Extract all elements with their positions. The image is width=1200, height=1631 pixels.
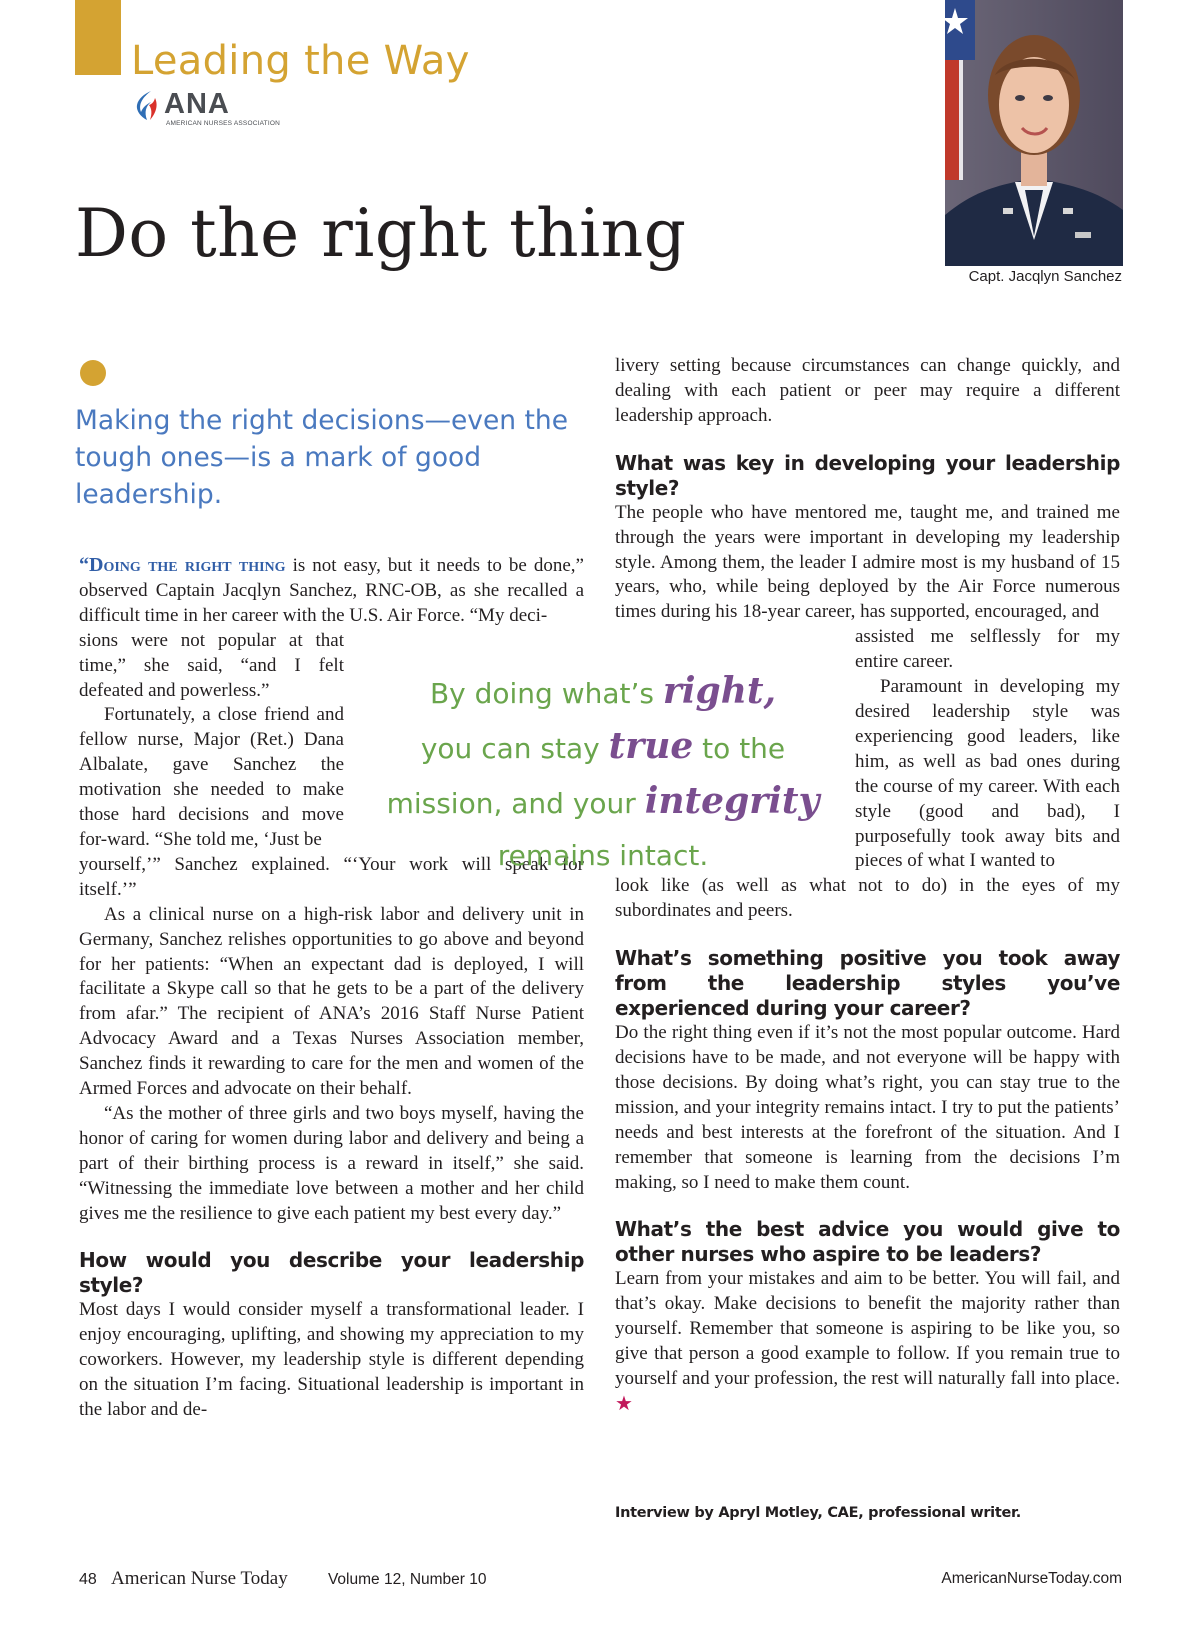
footer-left	[79, 1568, 487, 1590]
pull-quote-line-3	[378, 775, 828, 830]
answer-2: The people who have mentored me, taught me, and trained me through the years were important in developing my leadership style. Among them, the leader I admire most is my husband of 15 years, who, while being deployed by the Air Force numerous times during his 18-year career, has supported, encouraged, and	[615, 501, 1120, 623]
article-lede: Making the right decisions—even the tough ones—is a mark of good leadership.	[75, 405, 568, 510]
question-4: What’s the best advice you would give to other nurses who aspire to be leaders?	[615, 1217, 1120, 1267]
pull-quote-text: you can stay	[420, 732, 609, 765]
ana-logo-text: ANA	[164, 88, 230, 120]
pull-quote	[378, 665, 828, 882]
ana-flame-icon	[135, 90, 159, 122]
intro-text: is not easy, but it needs to be done,” observed Captain Jacqlyn Sanchez, RNC-OB, as she recalled a difficult time in her career with the U.S. Air Force. “My deci-	[79, 555, 584, 626]
gold-dot	[80, 360, 106, 386]
answer-2-b: assisted me selflessly for my entire career.	[855, 626, 1120, 673]
pull-quote-word-true: true	[608, 725, 694, 767]
question-3: What’s something positive you took away from the leadership styles you’ve experienced during your career?	[615, 946, 1120, 1021]
pull-quote-line-4: remains intact.	[497, 839, 709, 872]
accent-bar	[75, 0, 121, 75]
question-2: What was key in developing your leadership style?	[615, 450, 1120, 500]
intro-continued: sions were not popular at that time,” she said, “and I felt defeated and powerless.”	[79, 629, 344, 701]
paragraph-2-end: yourself,’” Sanchez explained. “‘Your work will speak for itself.’”	[79, 853, 584, 900]
volume-info: Volume 12, Number 10	[327, 1571, 487, 1588]
answer-1: Most days I would consider myself a transformational leader. I enjoy encouraging, uplifting, and showing my appreciation to my coworkers. However, my leadership style is different depending on the situation I’m facing. Situational leadership is important in the labor and de-	[79, 1299, 584, 1421]
answer-4-text: Learn from your mistakes and aim to be better. You will fail, and that’s okay. Make decisions to benefit the majority rather than yourself. Remember that someone is aspiring to be like you, so give that person a good example to follow. If you remain true to yourself and your profession, the rest will naturally fall into place.	[615, 1268, 1120, 1390]
series-title: Leading the Way	[131, 38, 470, 84]
ana-logo	[135, 88, 295, 130]
pull-quote-text: By doing what’s	[429, 677, 663, 710]
pull-quote-text: mission, and your	[386, 787, 645, 820]
pull-quote-word-right: right,	[662, 670, 777, 712]
interview-credit: Interview by Apryl Motley, CAE, professional writer.	[615, 1505, 1021, 1521]
article-title: Do the right thing	[75, 195, 687, 272]
answer-1-continued: livery setting because circumstances can change quickly, and dealing with each patient or peer may require a different leadership approach.	[615, 355, 1120, 426]
paragraph-2: Fortunately, a close friend and fellow nurse, Major (Ret.) Dana Albalate, gave Sanchez the motivation she needed to make those hard decisions and move for-ward. “She told me, ‘Just be	[79, 704, 344, 850]
paragraph-4: “As the mother of three girls and two boys myself, having the honor of caring for women during labor and delivery and being a part of their birthing process is a reward in itself,” she said. “Witnessing the immediate love between a mother and her child gives me the resilience to give each patient my best every day.”	[79, 1102, 584, 1224]
website-link[interactable]: AmericanNurseToday.com	[941, 1570, 1122, 1587]
lead-in: “Doing the right thing	[79, 554, 286, 576]
pull-quote-line-2	[378, 720, 828, 775]
answer-4	[615, 1267, 1120, 1417]
end-star-icon: ★	[615, 1393, 633, 1415]
pull-quote-text: to the	[693, 732, 786, 765]
page-number: 48	[79, 1571, 97, 1588]
paragraph-3: As a clinical nurse on a high-risk labor and delivery unit in Germany, Sanchez relishes opportunities to go above and beyond for her patients: “When an expectant dad is deployed, I will facilitate a Skype call so that he gets to be a part of the delivery from afar.” The recipient of ANA’s 2016 Staff Nurse Patient Advocacy Award and a Texas Nurses Association member, Sanchez finds it rewarding to care for the men and women of the Armed Forces and advocate on their behalf.	[79, 903, 584, 1100]
pull-quote-word-integrity: integrity	[644, 780, 820, 822]
intro-paragraph	[79, 553, 584, 629]
portrait-photo	[945, 0, 1123, 266]
answer-3: Do the right thing even if it’s not the most popular outcome. Hard decisions have to be made, and not everyone will be happy with those decisions. By doing what’s right, you can stay true to the mission, and your integrity remains intact. I try to put the patients’ needs and best interests at the forefront of the situation. And I remember that someone is learning from the decisions I’m making, so I need to make them count.	[615, 1022, 1120, 1193]
answer-2-d: look like (as well as what not to do) in the eyes of my subordinates and peers.	[615, 875, 1120, 922]
right-column	[615, 354, 1120, 1418]
magazine-name: American Nurse Today	[111, 1568, 288, 1589]
photo-caption: Capt. Jacqlyn Sanchez	[968, 268, 1122, 285]
question-1: How would you describe your leadership style?	[79, 1248, 584, 1298]
answer-2-c: Paramount in developing my desired leadership style was experiencing good leaders, like him, as well as bad ones during the course of my career. With each style (good and bad), I purposefully took away bits and pieces of what I wanted to	[855, 676, 1120, 872]
ana-logo-subtitle: AMERICAN NURSES ASSOCIATION	[166, 120, 280, 127]
pull-quote-line-1	[378, 665, 828, 720]
